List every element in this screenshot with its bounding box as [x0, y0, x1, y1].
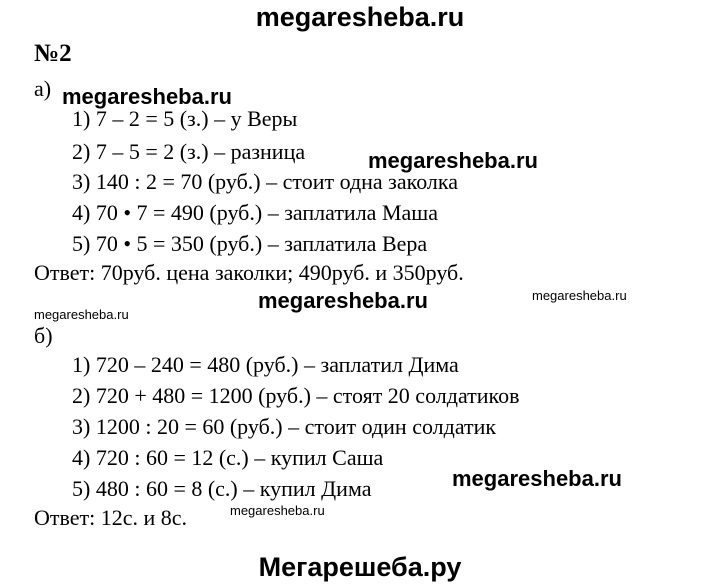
part-a-step-2: 2) 7 – 5 = 2 (з.) – разница — [72, 139, 306, 164]
part-a-step-1: 1) 7 – 2 = 5 (з.) – у Веры — [72, 106, 298, 131]
watermark-part-a: megaresheba.ru — [62, 84, 232, 109]
problem-number: №2 — [34, 40, 72, 67]
watermark-small-3: megaresheba.ru — [230, 503, 325, 518]
watermark-top: megaresheba.ru — [255, 2, 465, 32]
part-b-step-3: 3) 1200 : 20 = 60 (руб.) – стоит один солдатик — [72, 414, 497, 439]
part-a-label: а) — [34, 76, 52, 101]
watermark-mid-2: megaresheba.ru — [258, 288, 428, 313]
watermark-small-2: megaresheba.ru — [34, 307, 129, 322]
footer-watermark: Мегарешеба.ру — [258, 552, 462, 582]
part-b-label: б) — [34, 323, 53, 348]
part-b-answer: Ответ: 12с. и 8с. — [34, 505, 188, 530]
part-a-step-5: 5) 70 • 5 = 350 (руб.) – заплатила Вера — [72, 231, 428, 256]
watermark-mid-1: megaresheba.ru — [368, 148, 538, 173]
part-a-step-3: 3) 140 : 2 = 70 (руб.) – стоит одна заколка — [72, 169, 459, 194]
part-b-step-2: 2) 720 + 480 = 1200 (руб.) – стоят 20 солдатиков — [72, 383, 520, 408]
watermark-small-1: megaresheba.ru — [532, 288, 627, 303]
part-b-step-5: 5) 480 : 60 = 8 (с.) – купил Дима — [72, 476, 372, 501]
part-b-step-4: 4) 720 : 60 = 12 (с.) – купил Саша — [72, 445, 384, 470]
watermark-part-b: megaresheba.ru — [452, 466, 622, 491]
part-a-answer: Ответ: 70руб. цена заколки; 490руб. и 350руб. — [34, 260, 464, 285]
part-a-step-4: 4) 70 • 7 = 490 (руб.) – заплатила Маша — [72, 200, 438, 225]
part-b-step-1: 1) 720 – 240 = 480 (руб.) – заплатил Дима — [72, 352, 459, 377]
